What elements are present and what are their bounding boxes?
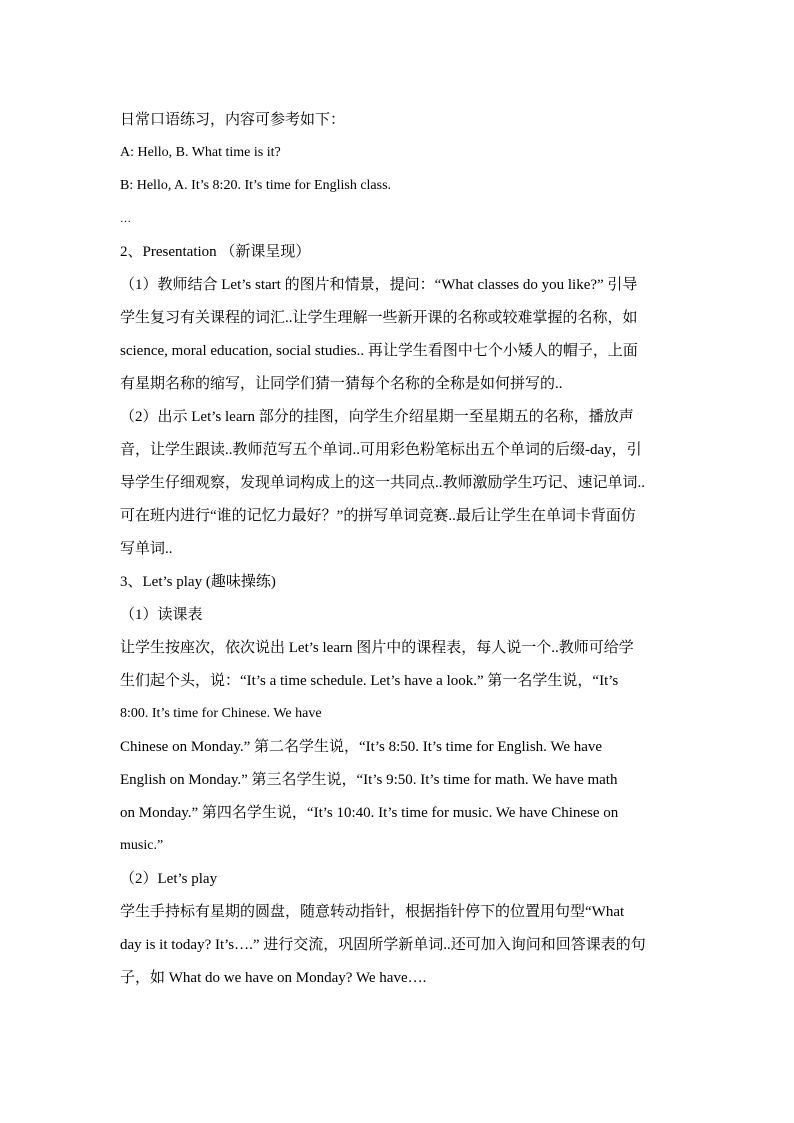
- text-line: on Monday.” 第四名学生说，“It’s 10:40. It’s time for music. We have Chinese on: [120, 805, 619, 821]
- text-line: English on Monday.” 第三名学生说，“It’s 9:50. It’s time for math. We have math: [120, 772, 618, 788]
- text-line: 有星期名称的缩写，让同学们猜一猜每个名称的全称是如何拼写的..: [120, 376, 563, 392]
- text-line: 学生复习有关课程的词汇..让学生理解一些新开课的名称或较难掌握的名称，如: [120, 310, 638, 326]
- text-line: 让学生按座次，依次说出 Let’s learn 图片中的课程表，每人说一个..教师可给学: [120, 640, 634, 656]
- text-line: 学生手持标有星期的圆盘，随意转动指针，根据指针停下的位置用句型“What: [120, 904, 625, 920]
- text-line-ellipsis: …: [120, 213, 131, 225]
- text-line-dialogue-a: A: Hello, B. What time is it?: [120, 145, 281, 160]
- text-line: （1）教师结合 Let’s start 的图片和情景，提问：“What classes do you like?” 引导: [120, 277, 638, 293]
- text-line: 子，如 What do we have on Monday? We have….: [120, 970, 427, 986]
- text-line: Chinese on Monday.” 第二名学生说，“It’s 8:50. It’s time for English. We have: [120, 739, 603, 755]
- text-line: （2）出示 Let’s learn 部分的挂图，向学生介绍星期一至星期五的名称，播放声: [120, 409, 634, 425]
- text-line: 写单词..: [120, 541, 173, 557]
- text-line: 8:00. It’s time for Chinese. We have: [120, 706, 322, 721]
- text-line: science, moral education, social studies.. 再让学生看图中七个小矮人的帽子，上面: [120, 343, 638, 359]
- text-line: 音，让学生跟读..教师范写五个单词..可用彩色粉笔标出五个单词的后缀-day，引: [120, 442, 642, 458]
- subheading-read-schedule: （1）读课表: [120, 607, 203, 623]
- subheading-lets-play: （2）Let’s play: [120, 871, 218, 887]
- text-line-intro: 日常口语练习，内容可参考如下：: [120, 112, 346, 128]
- section-heading-presentation: 2、Presentation （新课呈现）: [120, 244, 311, 260]
- text-line-dialogue-b: B: Hello, A. It’s 8:20. It’s time for English class.: [120, 178, 392, 193]
- section-heading-lets-play: 3、Let’s play (趣味操练): [120, 574, 276, 590]
- text-line: 导学生仔细观察，发现单词构成上的这一共同点..教师激励学生巧记、速记单词..: [120, 475, 646, 491]
- text-line: music.”: [120, 838, 164, 853]
- text-line: 可在班内进行“谁的记忆力最好？”的拼写单词竞赛..最后让学生在单词卡背面仿: [120, 508, 636, 524]
- text-line: 生们起个头，说：“It’s a time schedule. Let’s have a look.” 第一名学生说，“It’s: [120, 673, 619, 689]
- text-line: day is it today? It’s….” 进行交流，巩固所学新单词..还可加入询问和回答课表的句: [120, 937, 646, 953]
